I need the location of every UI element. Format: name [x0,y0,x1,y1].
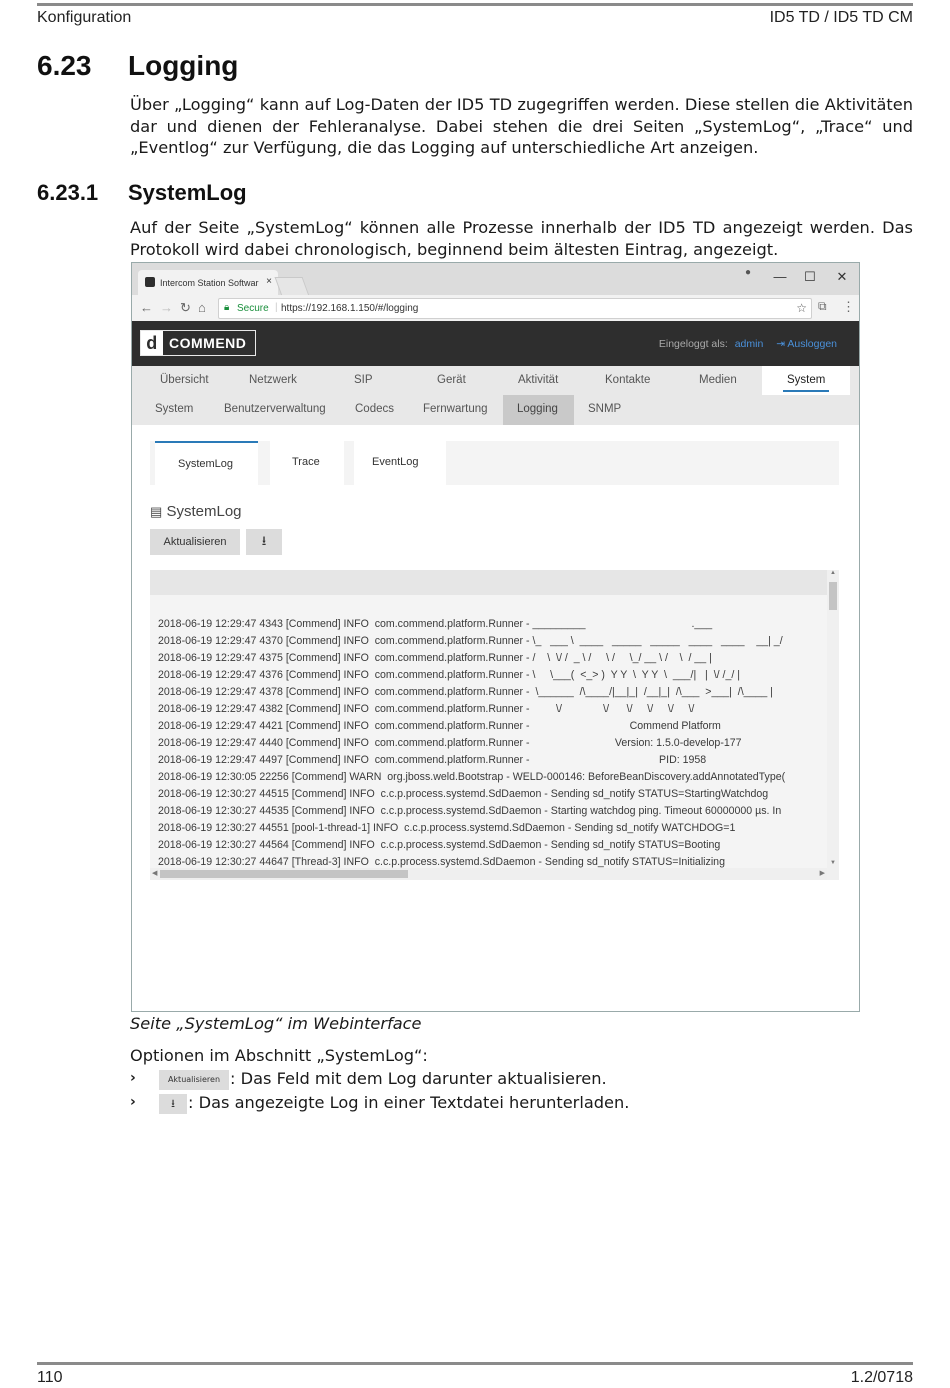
option-download-text: : Das angezeigte Log in einer Textdatei herunterladen. [188,1093,630,1112]
option-refresh [130,1069,910,1091]
tab-close-icon[interactable]: × [266,276,272,287]
logged-in-label: Eingeloggt als: [658,338,728,350]
subnav-system[interactable]: System [155,403,194,415]
options-lead: Optionen im Abschnitt „SystemLog“: [130,1046,428,1065]
url-field[interactable]: 🔒︎ Secure | https://192.168.1.150/#/logging ☆ [218,298,812,319]
tab-eventlog[interactable]: EventLog [354,441,446,485]
scroll-down-icon[interactable]: ▼ [830,860,836,866]
scroll-up-icon[interactable]: ▲ [830,570,836,576]
log-line: 2018-06-19 12:30:27 44535 [Commend] INFO c.c.p.process.systemd.SdDaemon - Starting watchdog ping. Timeout 60000000 µs. In [158,805,782,817]
log-line: 2018-06-19 12:30:27 44647 [Thread-3] INFO c.c.p.process.systemd.SdDaemon - Sending sd_notify STATUS=Initializing [158,856,725,868]
browser-titlebar [132,263,859,295]
close-window-icon[interactable]: ✕ [836,269,848,284]
nav-uebersicht[interactable]: Übersicht [160,374,209,386]
download-icon: ⭳ [261,533,267,548]
bullet-chevron-icon: › [130,1070,136,1086]
subnav-logging-label: Logging [517,403,558,415]
log-line: 2018-06-19 12:29:47 4382 [Commend] INFO com.commend.platform.Runner - \/ \/ \/ \/ \/ \/ [158,703,695,715]
log-line: 2018-06-19 12:29:47 4376 [Commend] INFO com.commend.platform.Runner - \ \___( <_> ) Y Y \ Y Y \ ___/| | \/ /_/ | [158,669,741,681]
address-bar [132,295,859,322]
scroll-left-icon[interactable]: ◀ [152,870,158,877]
header-product: ID5 TD / ID5 TD CM [769,9,913,26]
commend-logo: d COMMEND [140,330,256,356]
menu-dots-icon[interactable]: ⋮ [842,299,855,314]
horizontal-scroll-thumb[interactable] [160,870,408,878]
secure-label: Secure [237,303,269,314]
logout-icon[interactable]: ⇥ [776,338,786,350]
nav-medien[interactable]: Medien [699,374,737,386]
bullet-chevron-icon: › [130,1094,136,1110]
nav-kontakte[interactable]: Kontakte [605,374,651,386]
subsection-paragraph: Auf der Seite „SystemLog“ können alle Prozesse innerhalb der ID5 TD angezeigt werden. Das Protokoll wird dabei chronologisch, beginnend beim ältesten Eintrag, angezeigt. [130,218,913,259]
back-icon[interactable]: ← [140,300,153,315]
header-chapter: Konfiguration [37,9,132,26]
active-underline [783,390,829,392]
username-link[interactable]: admin [734,338,764,350]
browser-tab-title: Intercom Station Softwar [160,278,259,288]
webinterface-screenshot [131,262,860,1012]
option-refresh-text: : Das Feld mit dem Log darunter aktualisieren. [230,1069,607,1088]
log-line: 2018-06-19 12:29:47 4343 [Commend] INFO com.commend.platform.Runner - _________ .___ [158,618,713,630]
subnav-benutzerverwaltung[interactable]: Benutzerverwaltung [224,403,326,415]
section-number: 6.23 [37,50,92,81]
logging-content [132,425,859,1011]
option-refresh-button: Aktualisieren [159,1070,229,1090]
log-line: 2018-06-19 12:29:47 4497 [Commend] INFO com.commend.platform.Runner - PID: 1958 [158,754,707,766]
section-title: Logging [128,50,239,81]
nav-system[interactable] [762,366,850,395]
bookmark-star-icon[interactable]: ☆ [796,301,807,315]
app-header [132,321,859,366]
reload-icon[interactable]: ↻ [180,300,191,315]
subnav-codecs[interactable]: Codecs [355,403,394,415]
secondary-nav [132,395,859,425]
vertical-scroll-thumb[interactable] [829,582,837,610]
option-download-icon: ⭳ [159,1094,187,1114]
log-output[interactable] [150,570,839,880]
minimize-icon[interactable]: — [773,269,787,284]
panel-title: ▤ SystemLog [150,503,242,520]
intro-paragraph: Über „Logging“ kann auf Log-Daten der ID5 TD zugegriffen werden. Diese stellen die Aktivitäten dar und dienen der Fehleranalyse. Dabei stehen die drei Seiten „SystemLog“, „Trace“ und „Eventlog“ zur Verfügung, die das Logging auf unterschiedliche Art anzeigen. [130,95,913,157]
subnav-snmp[interactable]: SNMP [588,403,622,415]
log-line: 2018-06-19 12:29:47 4375 [Commend] INFO com.commend.platform.Runner - / \ \/ / _ \ / \ / \_/ __ \ / \ / __ | [158,652,712,664]
subsection-title: SystemLog [128,180,247,205]
cast-icon[interactable]: ⧉ [818,299,827,313]
log-line: 2018-06-19 12:29:47 4378 [Commend] INFO com.commend.platform.Runner - \______ /\____/|__|_| /__|_| /\___ >___| /\____ | [158,686,773,698]
maximize-icon[interactable]: ☐ [804,269,816,284]
tab-systemlog[interactable]: SystemLog [155,441,258,487]
nav-system-label: System [787,374,826,386]
page-number: 110 [37,1369,63,1386]
log-line: 2018-06-19 12:29:47 4370 [Commend] INFO com.commend.platform.Runner - \_ ___ \ ____ _____ _____ ____ ____ __| _/ [158,635,783,647]
refresh-button[interactable]: Aktualisieren [150,529,240,555]
log-line: 2018-06-19 12:29:47 4440 [Commend] INFO com.commend.platform.Runner - Version: 1.5.0-develop-177 [158,737,742,749]
vertical-scrollbar[interactable] [827,570,839,880]
log-line: 2018-06-19 12:30:05 22256 [Commend] WARN org.jboss.weld.Bootstrap - WELD-000146: BeforeBeanDiscovery.addAnnotatedType( [158,771,786,783]
header-rule [37,3,913,6]
footer-rule [37,1362,913,1365]
document-icon: ▤ [150,504,163,519]
subnav-logging[interactable] [503,395,574,425]
nav-aktivitaet[interactable]: Aktivität [518,374,559,386]
logging-subtabs [150,441,839,485]
url-text: https://192.168.1.150/#/logging [281,303,419,314]
lock-icon: 🔒︎ [224,302,230,313]
doc-version: 1.2/0718 [850,1369,913,1386]
tab-trace[interactable]: Trace [270,441,344,485]
nav-geraet[interactable]: Gerät [437,374,466,386]
figure-caption: Seite „SystemLog“ im Webinterface [130,1014,422,1033]
primary-nav [132,366,859,395]
log-line: 2018-06-19 12:30:27 44515 [Commend] INFO c.c.p.process.systemd.SdDaemon - Sending sd_notify STATUS=StartingWatchdog [158,788,769,800]
log-line: 2018-06-19 12:29:47 4421 [Commend] INFO com.commend.platform.Runner - Commend Platform [158,720,721,732]
home-icon[interactable]: ⌂ [198,300,206,315]
subnav-fernwartung[interactable]: Fernwartung [423,403,488,415]
new-tab-button[interactable] [275,277,310,296]
login-status [659,338,837,350]
log-line: 2018-06-19 12:30:27 44551 [pool-1-thread-1] INFO c.c.p.process.systemd.SdDaemon - Sending sd_notify WATCHDOG=1 [158,822,736,834]
download-button[interactable] [246,529,282,555]
forward-icon[interactable]: → [160,300,173,315]
nav-sip[interactable]: SIP [354,374,373,386]
browser-tab[interactable] [138,270,278,295]
logo-text: COMMEND [169,335,247,351]
nav-netzwerk[interactable]: Netzwerk [249,374,297,386]
logout-link[interactable]: Ausloggen [787,338,837,350]
log-lines [158,616,828,871]
option-download [130,1093,910,1115]
favicon-icon [145,277,155,287]
log-line: 2018-06-19 12:30:27 44564 [Commend] INFO c.c.p.process.systemd.SdDaemon - Sending sd_notify STATUS=Booting [158,839,721,851]
horizontal-scrollbar[interactable] [150,868,827,880]
scroll-right-icon[interactable]: ▶ [819,870,825,877]
profile-icon[interactable]: ● [744,267,752,278]
subsection-number: 6.23.1 [37,180,99,205]
